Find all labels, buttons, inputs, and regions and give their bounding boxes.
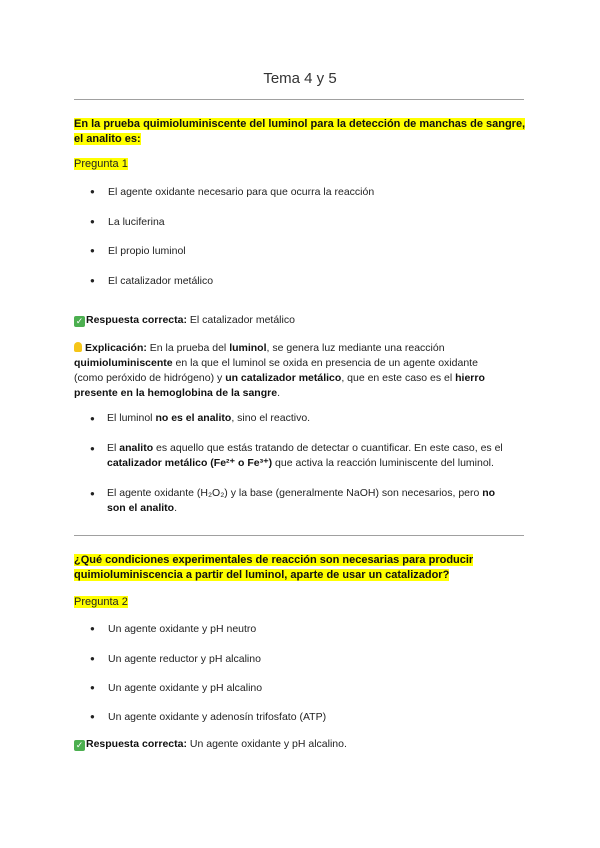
expl-bold: quimioluminiscente (74, 357, 173, 369)
q1-answer (74, 314, 295, 327)
explanation-label: Explicación: (85, 342, 147, 354)
question-2 (74, 553, 532, 583)
point-bold: no es el analito (155, 412, 232, 424)
q2-answer-label: Respuesta correcta: (86, 738, 187, 750)
bullet-icon: ● (90, 489, 95, 498)
q1-point-2 (90, 441, 530, 471)
bullet-icon: ● (90, 654, 95, 663)
q1-explanation (74, 341, 532, 401)
q2-option-3 (90, 680, 530, 696)
q1-option-1 (90, 184, 530, 200)
point-bold: analito (119, 442, 154, 454)
q2-option-4 (90, 709, 530, 725)
q1-option-4 (90, 273, 530, 289)
check-mark-icon: ✓ (75, 740, 84, 750)
expl-bold: luminol (229, 342, 267, 354)
page-title: Tema 4 y 5 (263, 70, 337, 87)
bullet-icon: ● (90, 624, 95, 633)
q1-point-1 (90, 411, 530, 426)
bullet-icon: ● (90, 276, 95, 285)
q1-answer-text: El catalizador metálico (189, 314, 295, 326)
question-2-label-text: Pregunta 2 (74, 596, 128, 608)
q1-point-3 (90, 486, 530, 516)
point-text: El luminol (107, 412, 153, 424)
expl-text: . (277, 387, 280, 399)
bullet-icon: ● (90, 187, 95, 196)
question-2-line-2: quimioluminiscencia a partir del luminol, aparte de usar un catalizador? (74, 569, 450, 581)
point-text: , sino el reactivo. (231, 412, 311, 424)
bullet-icon: ● (90, 217, 95, 226)
point-text: El agente oxidante (H₂O₂) y la base (generalmente NaOH) son necesarios, pero (107, 487, 480, 499)
q2-option-3-text: Un agente oxidante y pH alcalino (108, 682, 263, 694)
q1-option-2-text: La luciferina (108, 216, 165, 228)
point-bold: no (482, 487, 496, 499)
bullet-icon: ● (90, 246, 95, 255)
point-bold: catalizador metálico (Fe²⁺ o Fe³⁺) (107, 457, 273, 469)
expl-text: , se genera luz mediante una reacción (266, 342, 445, 354)
point-text: que activa la reacción luminiscente del luminol. (275, 457, 494, 469)
q1-option-3 (90, 243, 530, 259)
expl-text: (como peróxido de hidrógeno) y (74, 372, 223, 384)
question-1 (74, 117, 532, 147)
question-2-line-1: ¿Qué condiciones experimentales de reacción son necesarias para producir (74, 554, 474, 566)
expl-bold: presente en la hemoglobina de la sangre (74, 387, 278, 399)
q2-answer-text: Un agente oxidante y pH alcalino. (189, 738, 347, 750)
q1-answer-label: Respuesta correcta: (86, 314, 187, 326)
check-mark-icon: ✓ (75, 316, 84, 326)
q2-answer (74, 738, 347, 751)
point-text: El (107, 442, 117, 454)
point-text: . (174, 502, 178, 514)
q1-option-3-text: El propio luminol (108, 245, 186, 257)
light-bulb-icon (74, 342, 82, 352)
point-text: es aquello que estás tratando de detectar o cuantificar. En este caso, es el (156, 442, 503, 454)
question-1-label (74, 158, 128, 170)
q1-option-4-text: El catalizador metálico (108, 275, 214, 287)
expl-text: En la prueba del (149, 342, 227, 354)
bullet-icon: ● (90, 683, 95, 692)
bullet-icon: ● (90, 414, 95, 423)
bullet-icon: ● (90, 712, 95, 721)
expl-text: , que en este caso es el (341, 372, 453, 384)
point-bold: son el analito (107, 502, 175, 514)
expl-bold: hierro (455, 372, 485, 384)
divider (74, 99, 524, 100)
bullet-icon: ● (90, 444, 95, 453)
question-1-line-2: el analito es: (74, 133, 141, 145)
q2-option-2-text: Un agente reductor y pH alcalino (108, 653, 261, 665)
question-1-line-1: En la prueba quimioluminiscente del luminol para la detección de manchas de sangre, (74, 118, 526, 130)
expl-bold: un catalizador metálico (225, 372, 342, 384)
question-1-label-text: Pregunta 1 (74, 158, 128, 170)
q2-option-1-text: Un agente oxidante y pH neutro (108, 623, 257, 635)
q1-option-2 (90, 214, 530, 230)
expl-text: en la que el luminol se oxida en presencia de un agente oxidante (175, 357, 478, 369)
question-2-label (74, 596, 128, 608)
divider (74, 535, 524, 536)
q2-option-1 (90, 621, 530, 637)
q2-option-2 (90, 651, 530, 667)
q1-option-1-text: El agente oxidante necesario para que ocurra la reacción (108, 186, 375, 198)
q2-option-4-text: Un agente oxidante y adenosín trifosfato (ATP) (108, 711, 327, 723)
